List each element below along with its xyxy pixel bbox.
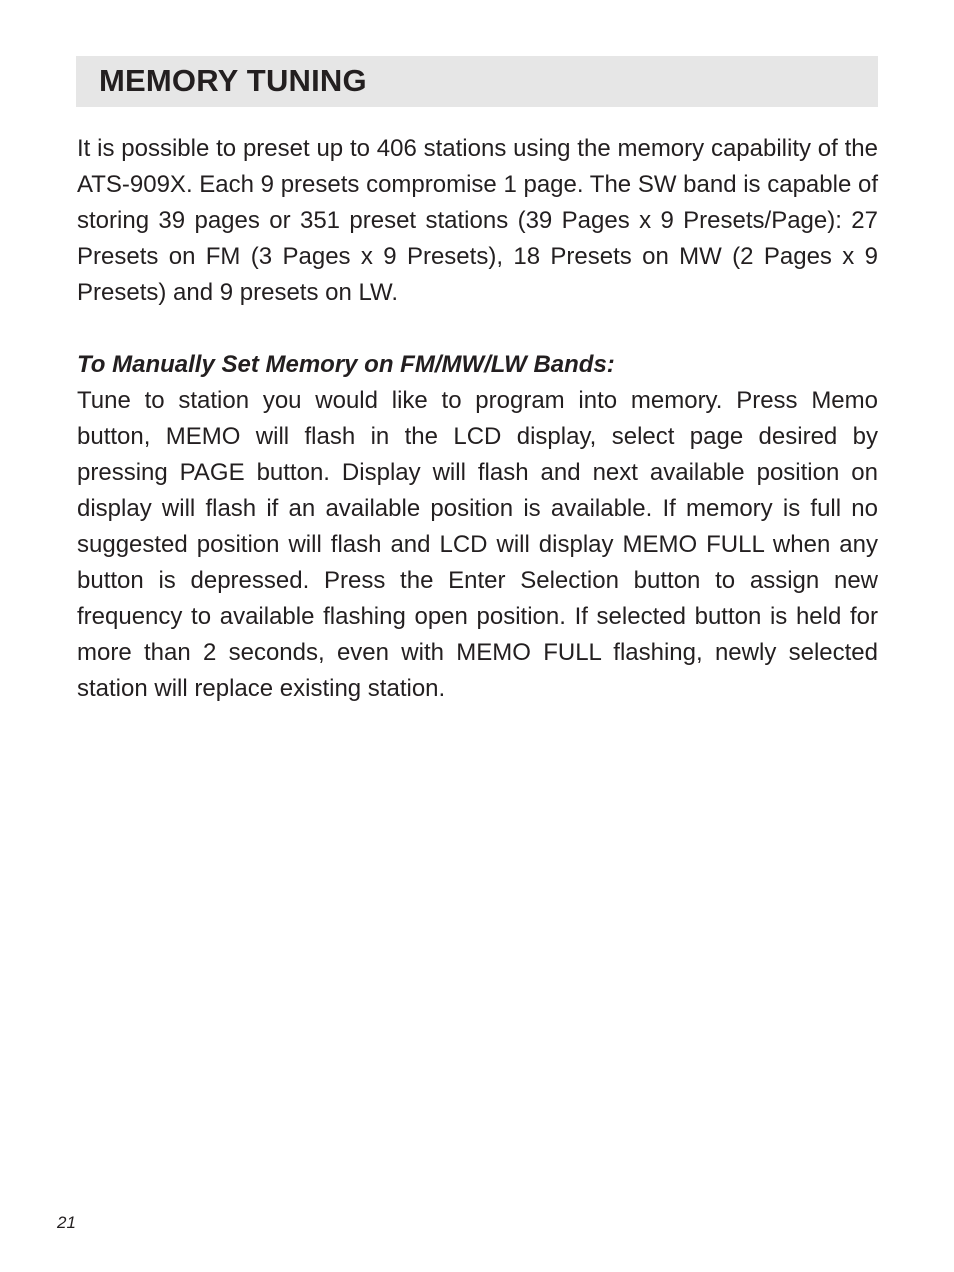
section-title: MEMORY TUNING bbox=[99, 63, 367, 98]
subsection-heading: To Manually Set Memory on FM/MW/LW Bands: bbox=[77, 351, 615, 378]
intro-paragraph: It is possible to preset up to 406 stations using the memory capability of the ATS-909X. Each 9 presets compromise 1 page. The SW band is capable of storing 39 pages or 351 preset stations (39 Pages x 9 Presets/Page): 27 Presets on FM (3 Pages x 9 Presets), 18 Presets on MW (2 Pages x 9 Presets) and 9 presets on LW. bbox=[77, 135, 878, 306]
instructions-paragraph: Tune to station you would like to program into memory. Press Memo button, MEMO will flash in the LCD display, select page desired by pressing PAGE button. Display will flash and next available position on display will flash if an available position is available. If memory is full no suggested position will flash and LCD will display MEMO FULL when any button is depressed. Press the Enter Selection button to assign new frequency to available flashing open position. If selected button is held for more than 2 seconds, even with MEMO FULL flashing, newly selected station will replace existing station. bbox=[77, 387, 878, 702]
section-title-bar bbox=[76, 56, 878, 107]
page-number: 21 bbox=[57, 1213, 76, 1232]
page-content bbox=[77, 131, 878, 707]
